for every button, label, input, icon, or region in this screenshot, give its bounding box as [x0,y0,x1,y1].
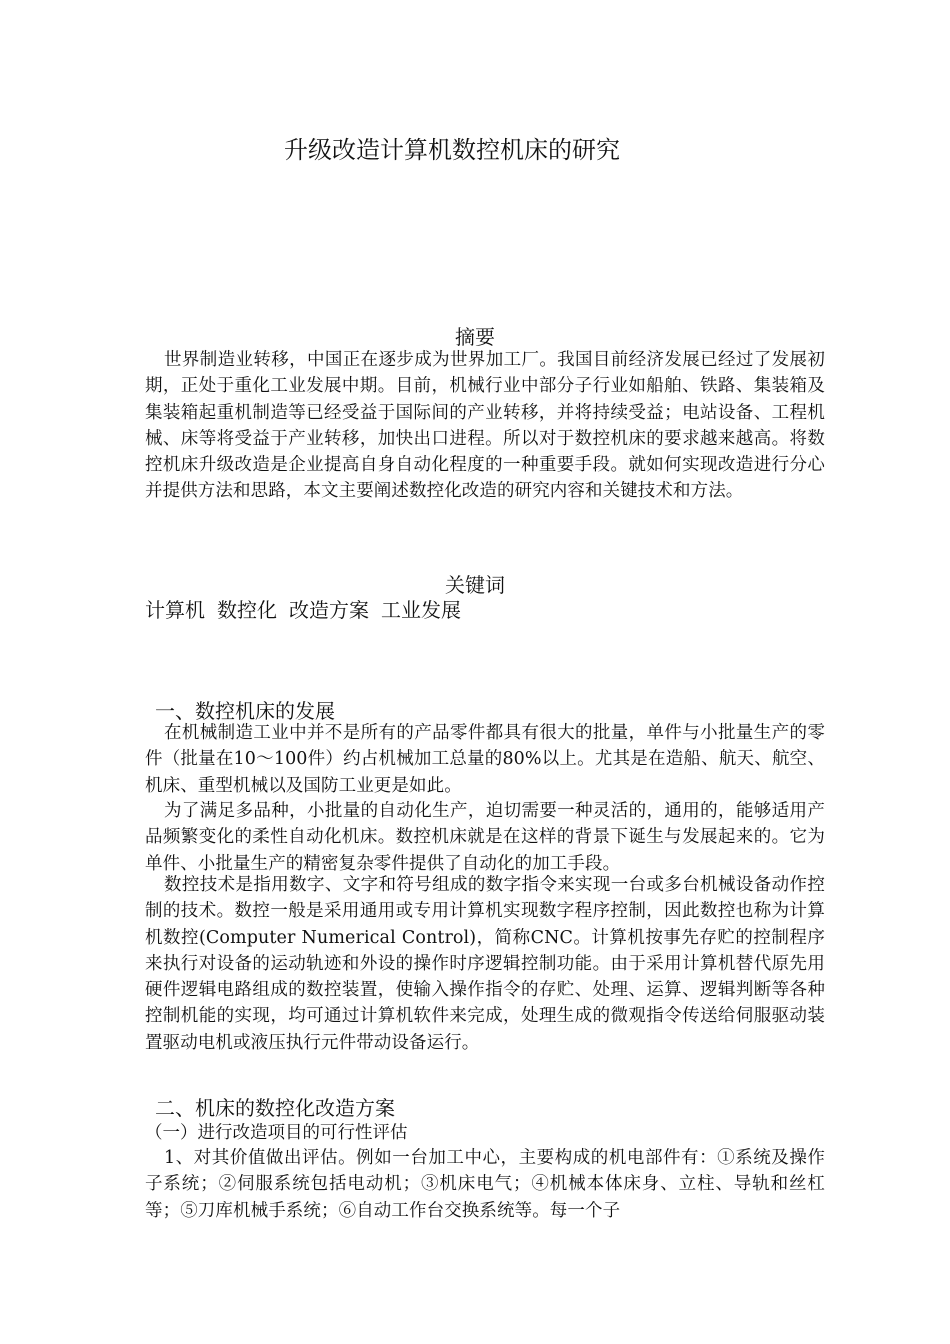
subsection-heading: （一）进行改造项目的可行性评估 [145,1123,408,1143]
keywords-list [145,597,461,623]
body-paragraph: 1、对其价值做出评估。例如一台加工中心，主要构成的机电部件有：①系统及操作子系统；②伺服系统包括电动机；③机床电气；④机械本体床身、立柱、导轨和丝杠等；⑤刀库机械手系统；⑥自动工作台交换系统等。每一个子 [145,1148,825,1221]
keyword-item: 数控化 [217,598,277,622]
keyword-item: 计算机 [145,598,205,622]
keywords-heading: 关键词 [445,573,505,597]
body-paragraph: 在机械制造工业中并不是所有的产品零件都具有很大的批量，单件与小批量生产的零件（批量在10～100件）约占机械加工总量的80%以上。尤其是在造船、航天、航空、机床、重型机械以及国防工业更是如此。 [145,723,825,796]
document-title: 升级改造计算机数控机床的研究 [284,136,620,164]
abstract-text: 世界制造业转移，中国正在逐步成为世界加工厂。我国目前经济发展已经过了发展初期，正处于重化工业发展中期。目前，机械行业中部分子行业如船舶、铁路、集装箱及集装箱起重机制造等已经受益于国际间的产业转移，并将持续受益；电站设备、工程机械、床等将受益于产业转移，加快出口进程。所以对于数控机床的要求越来越高。将数控机床升级改造是企业提高自身自动化程度的一种重要手段。就如何实现改造进行分心并提供方法和思路，本文主要阐述数控化改造的研究内容和关键技术和方法。 [145,350,825,502]
body-paragraph: 为了满足多品种，小批量的自动化生产，迫切需要一种灵活的，通用的，能够适用产品频繁变化的柔性自动化机床。数控机床就是在这样的背景下诞生与发展起来的。它为单件、小批量生产的精密复杂零件提供了自动化的加工手段。 [145,801,825,874]
keyword-item: 工业发展 [381,598,461,622]
section-heading: 二、机床的数控化改造方案 [155,1096,395,1120]
keyword-item: 改造方案 [289,598,369,622]
section-heading: 一、数控机床的发展 [155,699,335,723]
abstract-heading: 摘要 [455,325,495,349]
body-paragraph: 数控技术是指用数字、文字和符号组成的数字指令来实现一台或多台机械设备动作控制的技术。数控一般是采用通用或专用计算机实现数字程序控制，因此数控也称为计算机数控(Computer Numerical Control)，简称CNC。计算机按事先存贮的控制程序来执行对设备的运动轨迹和外设的操作时序逻辑控制功能。由于采用计算机替代原先用硬件逻辑电路组成的数控装置，使输入操作指令的存贮、处理、运算、逻辑判断等各种控制机能的实现，均可通过计算机软件来完成，处理生成的微观指令传送给伺服驱动装置驱动电机或液压执行元件带动设备运行。 [145,875,825,1053]
